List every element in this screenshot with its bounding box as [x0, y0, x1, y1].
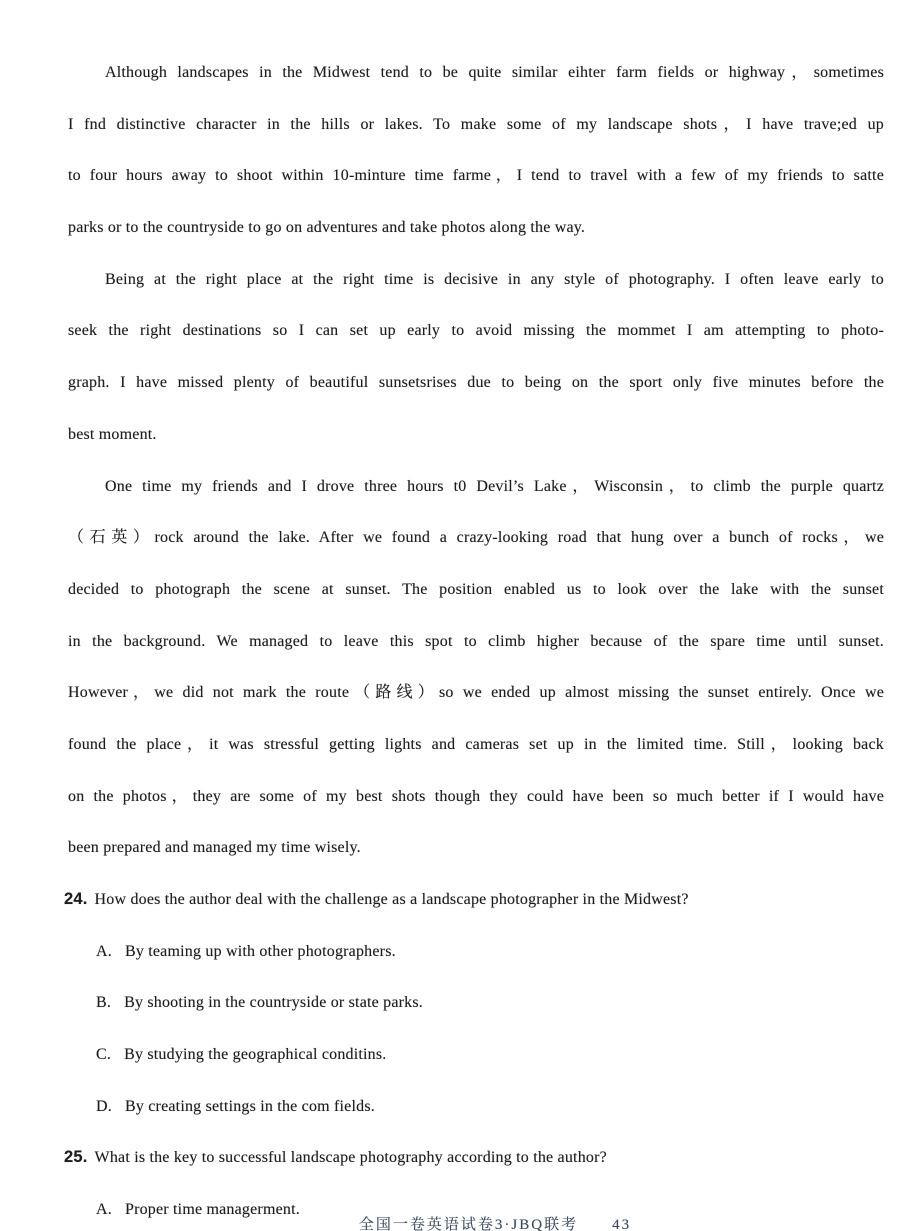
passage-line: in the background. We managed to leave this spot to climb higher because of the spare time until sunset. [68, 632, 884, 650]
question-25-text: What is the key to successful landscape photography according to the author? [94, 1149, 607, 1167]
question-24-text: How does the author deal with the challenge as a landscape photographer in the Midwest? [94, 891, 689, 908]
option-c-text: By studying the geographical conditins. [124, 1046, 387, 1064]
question-24-option-a [64, 926, 884, 978]
passage-line: to four hours away to shoot within 10-minture time farme，I tend to travel with a few of my friends to satte [68, 167, 884, 185]
question-24-option-d [64, 1081, 884, 1133]
passage-line: been prepared and managed my time wisely. [68, 839, 361, 857]
option-d-label: D. [96, 1097, 112, 1115]
question-25-number: 25. [64, 1148, 88, 1167]
passage-line: graph. I have missed plenty of beautiful sunsetsrises due to being on the sport only five minutes before the [68, 374, 884, 392]
option-b-text: By shooting in the countryside or state parks. [124, 994, 424, 1012]
passage-line: One time my friends and I drove three hours t0 Devil’s Lake，Wisconsin，to climb the purple quartz [105, 477, 884, 495]
passage-line: decided to photograph the scene at sunset. The position enabled us to look over the lake with the sunset [68, 580, 884, 598]
passage-line: parks or to the countryside to go on adventures and take photos along the way. [68, 219, 586, 237]
question-24-number: 24. [64, 890, 88, 908]
passage-line: seek the right destinations so I can set up early to avoid missing the mommet I am attempting to photo- [68, 322, 884, 340]
question-24-prompt [64, 874, 884, 926]
option-a-text: By teaming up with other photographers. [124, 942, 396, 960]
passage-line: Although landscapes in the Midwest tend to be quite similar eihter farm fields or highway，sometimes [105, 64, 884, 81]
passage-line: on the photos，they are some of my best shots though they could have been so much better if I would have [68, 787, 884, 805]
passage-paragraph [68, 461, 884, 875]
option-b-label: B. [96, 994, 112, 1012]
page-footer: 全国一卷英语试卷3·JBQ联考 43 [358, 1217, 632, 1231]
passage-line: I fnd distinctive character in the hills or lakes. To make some of my landscape shots，I have trave;ed up [68, 115, 884, 133]
passage-line: （石英）rock around the lake. After we found a crazy-looking road that hung over a bunch of rocks，we [68, 529, 884, 547]
option-c-label: C. [96, 1046, 112, 1064]
passage-line: Being at the right place at the right time is decisive in any style of photography. I often leave early to [105, 270, 884, 288]
question-25-prompt [64, 1132, 884, 1184]
passage-line: best moment. [68, 425, 157, 443]
passage-paragraph [68, 47, 884, 254]
passage-line: found the place，it was stressful getting lights and cameras set up in the limited time. Still，looking back [68, 735, 884, 753]
option-a-text: Proper time managerment. [124, 1201, 300, 1219]
question-24-option-b [64, 977, 884, 1029]
passage-paragraph [68, 254, 884, 461]
question-24-option-c [64, 1029, 884, 1081]
question-24 [64, 874, 884, 1132]
option-d-text: By creating settings in the com fields. [124, 1097, 375, 1115]
passage-line: However，we did not mark the route（路线）so we ended up almost missing the sunset entirely. Once we [68, 684, 884, 702]
option-a-label: A. [96, 942, 112, 960]
option-a-label: A. [96, 1201, 112, 1219]
